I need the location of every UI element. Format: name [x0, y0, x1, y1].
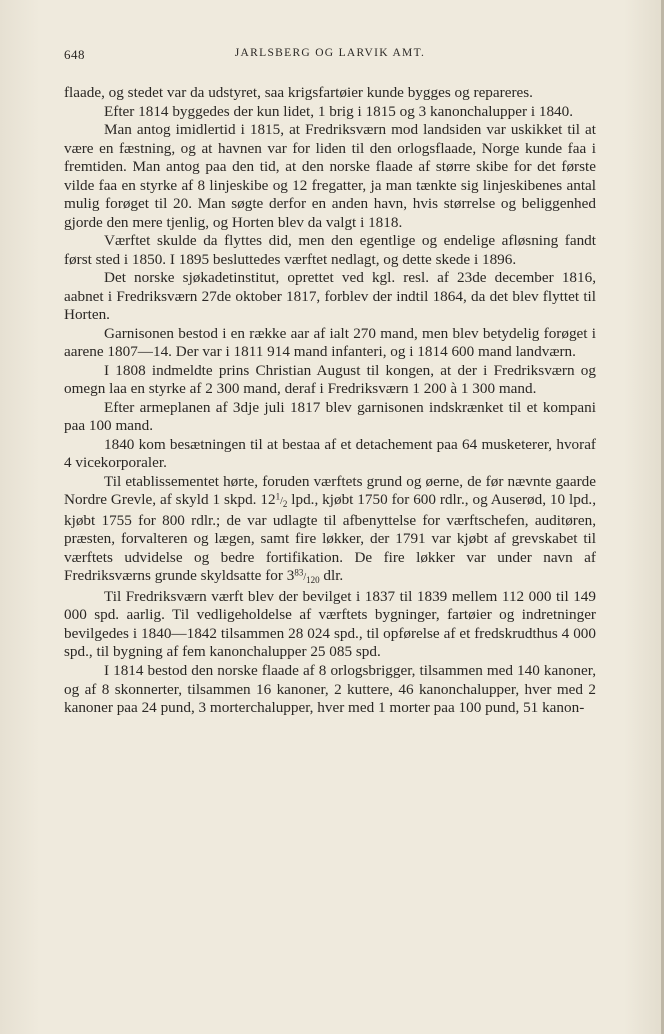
paragraph: Garnisonen bestod i en række aar af ialt 270 mand, men blev betydelig forøget i aarene 1807—14. Der var i 1811 914 mand infanteri, og i 1814 600 mand landværn. — [64, 324, 596, 361]
fraction: $^1/_2$ — [275, 492, 288, 510]
paragraph: Til Fredriksværn værft blev der bevilget i 1837 til 1839 mellem 112 000 til 149 000 spd. aarlig. Til vedligeholdelse af værftets bygninger, fartøier og indretninger bevilgedes i 1840—1842 tilsammen 28 024 spd., til opførelse af et fredskrudthus 4 000 spd., til bygning af fem kanonchalupper 25 085 spd. — [64, 587, 596, 661]
page-number: 648 — [64, 47, 85, 62]
fraction: $^{83}/_{120}$ — [294, 568, 320, 586]
body-text — [64, 84, 596, 718]
page-header — [64, 47, 596, 63]
paragraph: Efter armeplanen af 3dje juli 1817 blev garnisonen indskrænket til et kompani paa 100 mand. — [64, 398, 596, 435]
paragraph: Værftet skulde da flyttes did, men den egentlige og endelige afløsning fandt først sted i 1850. I 1895 besluttedes værftet nedlagt, og dette skede i 1896. — [64, 232, 596, 268]
paragraph-text: Til etablissementet hørte, foruden værftets grund og øerne, de før nævnte gaarde Nordre Grevle, af skyld 1 skpd. 12 — [64, 472, 596, 509]
paragraph: I 1808 indmeldte prins Christian August til kongen, at der i Fredriksværn og omegn laa en styrke af 2 300 mand, deraf i Fredriksværn 1 200 à 1 300 mand. — [64, 361, 596, 398]
paragraph: Efter 1814 byggedes der kun lidet, 1 brig i 1815 og 3 kanonchalupper i 1840. — [104, 102, 574, 120]
paragraph: 1840 kom besætningen til at bestaa af et detachement paa 64 musketerer, hvoraf 4 vicekorporaler. — [64, 435, 596, 472]
fraction-denominator: 120 — [306, 575, 320, 586]
paragraph: I 1814 bestod den norske flaade af 8 orlogsbrigger, tilsammen med 140 kanoner, og af 8 skonnerter, tilsammen 16 kanoner, 2 kuttere, 46 kanonchalupper, hver med 2 kanoner paa 24 pund, 3 morterchalupper, hver med 1 morter paa 100 pund, 51 kanon- — [64, 661, 596, 717]
running-head: JARLSBERG OG LARVIK AMT. — [234, 47, 426, 59]
paragraph-text: dlr. — [319, 567, 344, 585]
paragraph-text: lpd., kjøbt 1750 for 600 rdlr., og Auserød, 10 lpd., kjøbt 1755 for 800 rdlr.; de var udlagte til afbenyttelse for værftschefen, auditøren, præsten, forvalteren og lægen, samt fire løkker, der 1791 var kjøbt af grevskabet til værftets udvidelse og bedre fortifikation. De fire løkker var under navn af Fredriksværns grunde skyldsatte for 3 — [64, 491, 597, 585]
fraction-denominator: 2 — [282, 499, 288, 510]
fraction-numerator: 83 — [294, 568, 304, 579]
fraction-numerator: 1 — [275, 492, 281, 503]
paragraph: Det norske sjøkadetinstitut, oprettet ved kgl. resl. af 23de december 1816, aabnet i Fredriksværn 27de oktober 1817, forblev der indtil 1864, da det blev flyttet til Horten. — [64, 269, 596, 324]
paragraph-with-fractions — [64, 473, 596, 588]
paragraph: flaade, og stedet var da udstyret, saa krigsfartøier kunde bygges og repareres. — [64, 84, 533, 101]
paragraph: Man antog imidlertid i 1815, at Fredriksværn mod landsiden var uskikket til at være en fæstning, og at havnen var for liden til den orlogsflaade, Norge kunde faa i fremtiden. Man antog paa den tid, at den norske flaade af større skibe for det første vilde faa en styrke af 8 linjeskibe og 12 fregatter, ja man tænkte sig linjeskibenes antal mulig forøget til 20. Man søgte derfor en anden havn, hvis størrelse og beliggenhed gjorde den mere tjenlig, og Horten blev da valgt i 1818. — [64, 121, 596, 231]
